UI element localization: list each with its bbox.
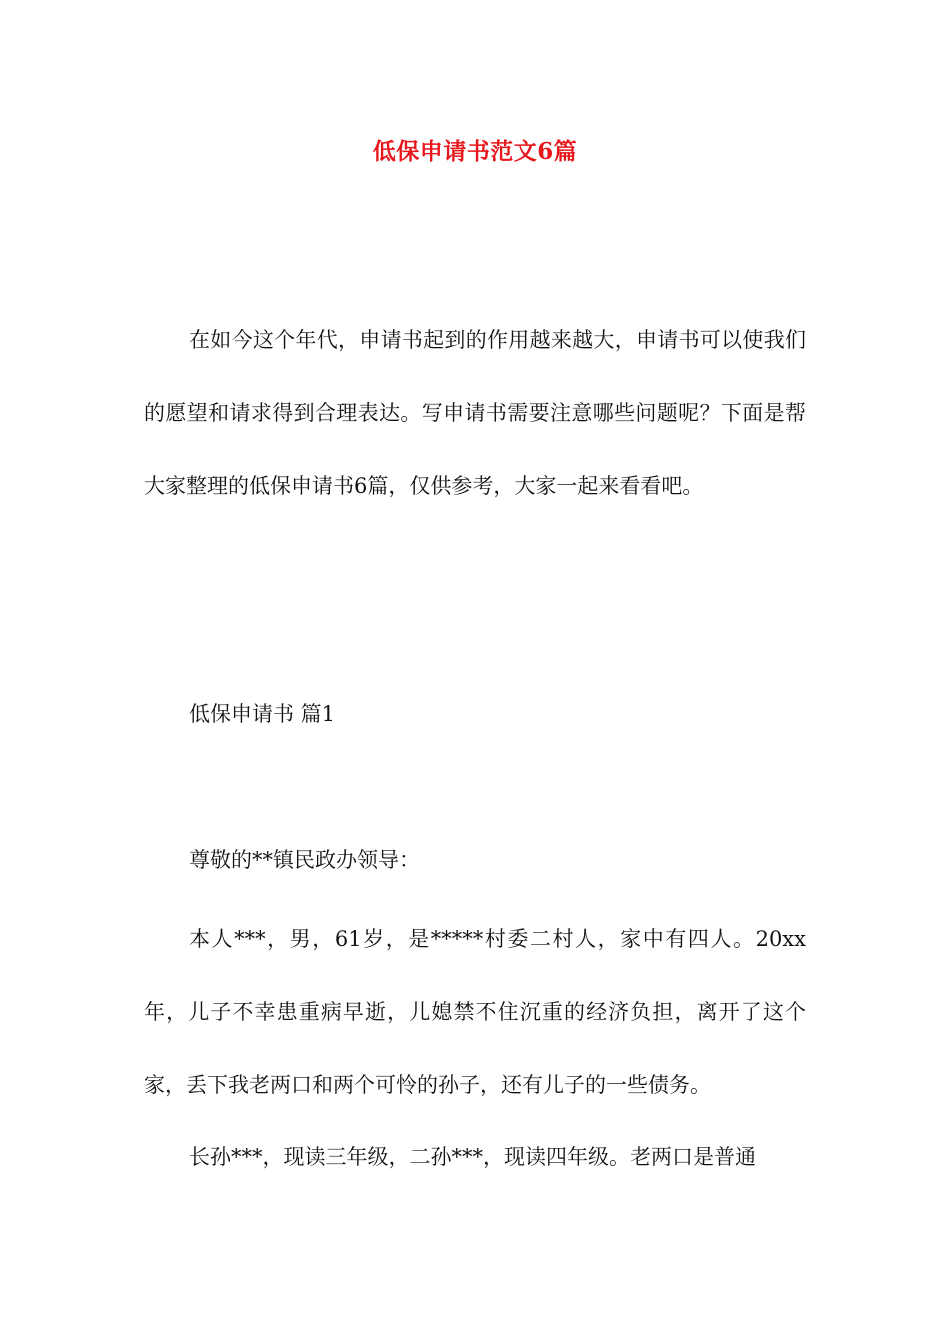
intro-paragraph: 在如今这个年代，申请书起到的作用越来越大，申请书可以使我们的愿望和请求得到合理表达。写申请书需要注意哪些问题呢？下面是帮大家整理的低保申请书6篇，仅供参考，大家一起来看看吧。 [144,328,806,498]
body-paragraph: 本人***，男，61岁，是*****村委二村人，家中有四人。20xx年，儿子不幸患重病早逝，儿媳禁不住沉重的经济负担，离开了这个家，丢下我老两口和两个可怜的孙子，还有儿子的一些债务。 [144,927,806,1097]
body-paragraph: 长孙***，现读三年级，二孙***，现读四年级。老两口是普通 [189,1145,756,1169]
document-title: 低保申请书范文6篇 [372,138,578,165]
section-heading: 低保申请书 篇1 [189,702,336,726]
letter-salutation: 尊敬的**镇民政办领导： [189,848,420,872]
